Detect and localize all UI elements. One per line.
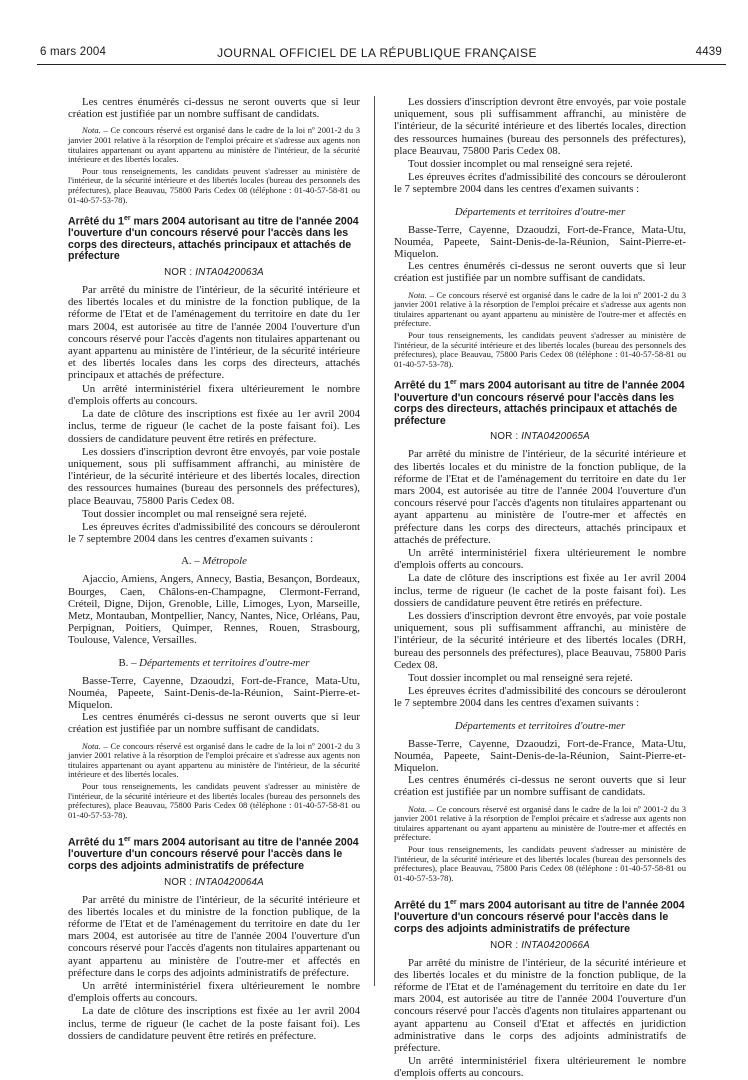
title-sup: er (449, 899, 457, 907)
nota-paragraph (68, 742, 360, 780)
paragraph: Les épreuves écrites d'admissibilité des concours se dérouleront le 7 septembre 2004 dans les centres d'examen suivants : (394, 685, 686, 710)
nota-text: Ce concours réservé est organisé dans le cadre de la loi nº 2001-2 du 3 janvier 2001 relative à la résorption de l'emploi précaire et s'adresse aux agents non titulaires appartenant ou ayant appartenu au ministère de l'intérieur, de la sécurité intérieure et des libertés locales. (68, 740, 360, 780)
exam-centers-list: Ajaccio, Amiens, Angers, Annecy, Bastia, Besançon, Bordeaux, Bourges, Caen, Châlons-en-Champagne, Clermont-Ferrand, Créteil, Digne, Dijon, Grenoble, Lille, Limoges, Lyon, Marseille, Metz, Montauban, Montpellier, Nancy, Nantes, Nice, Orléans, Pau, Perpignan, Poitiers, Quimper, Rennes, Rouen, Strasbourg, Toulouse, Valence, Versailles. (68, 573, 360, 647)
paragraph: Les dossiers d'inscription devront être envoyés, par voie postale uniquement, sous pli suffisamment affranchi, au ministère de l'intérieur, de la sécurité intérieure et des libertés locales, direction des ressources humaines (bureau des personnels des préfectures), place Beauvau, 75800 Paris Cedex 08. (394, 96, 686, 157)
arrete-1 (68, 213, 360, 820)
nor-reference (394, 431, 686, 442)
title-part: mars 2004 autorisant au titre de l'année 2004 l'ouverture d'un concours réservé pour l'accès dans les corps des directeurs, attachés principaux et attachés de préfecture (68, 215, 359, 263)
nota-text: Ce concours réservé est organisé dans le cadre de la loi nº 2001-2 du 3 janvier 2001 relative à la résorption de l'emploi précaire et s'adresse aux agents non titulaires appartenant ou ayant appartenu au ministère de l'outre-mer et affectés en préfecture. (394, 803, 686, 843)
paragraph: Les centres énumérés ci-dessus ne seront ouverts que si leur création est justifiée par un nombre suffisant de candidats. (394, 774, 686, 799)
nota-contact: Pour tous renseignements, les candidats peuvent s'adresser au ministère de l'intérieur, de la sécurité intérieure et des libertés locales (bureau des personnels des préfectures), place Beauvau, 75800 Paris Cedex 08 (téléphone : 01-40-57-58-81 ou 01-40-57-53-78). (394, 843, 686, 883)
paragraph: Les épreuves écrites d'admissibilité des concours se dérouleront le 7 septembre 2004 dans les centres d'examen suivants : (394, 171, 686, 196)
title-part: mars 2004 autorisant au titre de l'année 2004 l'ouverture d'un concours réservé pour l'accès dans les corps des directeurs, attachés principaux et attachés de préfecture (394, 379, 685, 427)
nota-text: Ce concours réservé est organisé dans le cadre de la loi nº 2001-2 du 3 janvier 2001 relative à la résorption de l'emploi précaire et s'adresse aux agents non titulaires appartenant ou ayant appartenu au ministère de l'intérieur, de la sécurité intérieure et des libertés locales. (68, 125, 360, 165)
nota-contact: Pour tous renseignements, les candidats peuvent s'adresser au ministère de l'intérieur, de la sécurité intérieure et des libertés locales (bureau des personnels des préfectures), place Beauvau, 75800 Paris Cedex 08 (téléphone : 01-40-57-58-81 ou 01-40-57-53-78). (68, 780, 360, 820)
nota-block (394, 805, 686, 884)
paragraph: Par arrêté du ministre de l'intérieur, de la sécurité intérieure et des libertés locales et du ministre de la fonction publique, de la réforme de l'Etat et de l'aménagement du territoire en date du 1er mars 2004, est autorisée au titre de l'année 2004 l'ouverture d'un concours réservé pour l'accès d'agents non titulaires appartenant ou ayant appartenu au ministère de l'intérieur, de la sécurité intérieure et des libertés locales dans les corps des directeurs, attachés principaux et attachés de préfecture. (68, 284, 360, 382)
paragraph: Par arrêté du ministre de l'intérieur, de la sécurité intérieure et des libertés locales et du ministre de la fonction publique, de la réforme de l'Etat et de l'aménagement du territoire en date du 1er mars 2004, est autorisée au titre de l'année 2004 l'ouverture d'un concours réservé pour l'accès d'agents non titulaires appartenant ou ayant appartenu au Conseil d'Etat et affectés en juridiction administrative dans le corps des adjoints administratifs de préfecture. (394, 956, 686, 1055)
nota-block (394, 291, 686, 370)
nota-lead: Nota. – (82, 125, 108, 136)
nor-label: NOR : (490, 939, 522, 951)
nor-reference (68, 877, 360, 888)
page-number: 4439 (695, 46, 722, 58)
paragraph: Par arrêté du ministre de l'intérieur, de la sécurité intérieure et des libertés locales et du ministre de la fonction publique, de la réforme de l'Etat et de l'aménagement du territoire en date du 1er mars 2004, est autorisée au titre de l'année 2004 l'ouverture d'un concours réservé pour l'accès d'agents non titulaires appartenant ou ayant appartenu au ministère de l'outre-mer et affectés en préfecture dans les corps des directeurs, attachés principaux et attachés de préfecture. (394, 448, 686, 546)
header-rule (37, 64, 726, 65)
paragraph: Par arrêté du ministre de l'intérieur, de la sécurité intérieure et des libertés locales et du ministre de la fonction publique, de la réforme de l'Etat et de l'aménagement du territoire en date du 1er mars 2004, est autorisée au titre de l'année 2004 l'ouverture d'un concours réservé pour l'accès d'agents non titulaires appartenant ou ayant appartenu au ministère de l'outre-mer et affectés en préfecture dans le corps des adjoints administratifs de préfecture. (68, 893, 360, 979)
title-part: mars 2004 autorisant au titre de l'année 2004 l'ouverture d'un concours réservé pour l'accès dans le corps des adjoints administratifs de préfecture (394, 899, 685, 936)
nota-block (68, 126, 360, 205)
title-sup: er (123, 836, 131, 844)
title-part: mars 2004 autorisant au titre de l'année 2004 l'ouverture d'un concours réservé pour l'accès dans le corps des adjoints administratifs de préfecture (68, 836, 359, 873)
title-part: Arrêté du 1 (68, 215, 124, 228)
paragraph: La date de clôture des inscriptions est fixée au 1er avril 2004 inclus, terme de rigueur (le cachet de la poste faisant foi). Les dossiers de candidature peuvent être retirés en préfecture. (394, 572, 686, 609)
page-header (28, 10, 726, 60)
nota-block (68, 742, 360, 821)
nor-code: INTA0420065A (521, 431, 590, 443)
section-heading (394, 720, 686, 732)
header-date: 6 mars 2004 (40, 46, 107, 58)
right-column (394, 96, 687, 1080)
nor-code: INTA0420063A (195, 267, 264, 279)
arrete-2 (68, 834, 360, 1042)
section-number: A. – (181, 555, 203, 568)
paragraph: Les centres énumérés ci-dessus ne seront ouverts que si leur création est justifiée par un nombre suffisant de candidats. (68, 711, 360, 736)
arrete-title (68, 213, 360, 263)
nota-lead: Nota. – (408, 289, 434, 300)
arrete-4 (394, 897, 686, 1079)
nota-text: Ce concours réservé est organisé dans le cadre de la loi nº 2001-2 du 3 janvier 2001 relative à la résorption de l'emploi précaire et s'adresse aux agents non titulaires appartenant ou ayant appartenu au ministère de l'outre-mer et affectés en préfecture. (394, 289, 686, 329)
paragraph: Les centres énumérés ci-dessus ne seront ouverts que si leur création est justifiée par un nombre suffisant de candidats. (394, 260, 686, 285)
paragraph: Un arrêté interministériel fixera ultérieurement le nombre d'emplois offerts au concours. (68, 980, 360, 1005)
arrete-title (394, 897, 686, 935)
section-heading (394, 206, 686, 218)
title-sup: er (449, 379, 457, 387)
nor-code: INTA0420064A (195, 876, 264, 888)
paragraph: Les dossiers d'inscription devront être envoyés, par voie postale uniquement, sous pli suffisamment affranchi, au ministère de l'intérieur, de la sécurité intérieure et des libertés locales, direction des ressources humaines (bureau des personnels des préfectures), place Beauvau, 75800 Paris Cedex 08. (68, 445, 360, 507)
nota-contact: Pour tous renseignements, les candidats peuvent s'adresser au ministère de l'intérieur, de la sécurité intérieure et des libertés locales (bureau des personnels des préfectures), place Beauvau, 75800 Paris Cedex 08 (téléphone : 01-40-57-58-81 ou 01-40-57-53-78). (394, 330, 686, 369)
paragraph: Les dossiers d'inscription devront être envoyés, par voie postale uniquement, sous pli suffisamment affranchi, au ministère de l'intérieur, de la sécurité intérieure et des libertés locales (DRH, bureau des personnels des préfectures), place Beauvau, 75800 Paris Cedex 08. (394, 609, 687, 671)
section-title: Départements et territoires d'outre-mer (454, 205, 626, 218)
left-column (68, 96, 360, 1042)
exam-centers-list: Basse-Terre, Cayenne, Dzaoudzi, Fort-de-France, Mata-Utu, Nouméa, Papeete, Saint-Denis-de-la-Réunion, Saint-Pierre-et-Miquelon. (394, 223, 686, 261)
nor-label: NOR : (164, 876, 196, 888)
section-heading (68, 555, 360, 567)
nor-label: NOR : (490, 431, 522, 443)
nota-lead: Nota. – (82, 740, 108, 751)
exam-centers-list: Basse-Terre, Cayenne, Dzaoudzi, Fort-de-France, Mata-Utu, Nouméa, Papeete, Saint-Denis-de-la-Réunion, Saint-Pierre-et-Miquelon. (394, 737, 686, 774)
nota-paragraph (68, 126, 360, 164)
nor-code: INTA0420066A (521, 939, 590, 951)
title-sup: er (123, 215, 131, 223)
section-number: B. – (118, 656, 140, 669)
exam-centers-list: Basse-Terre, Cayenne, Dzaoudzi, Fort-de-France, Mata-Utu, Nouméa, Papeete, Saint-Denis-de-la-Réunion, Saint-Pierre-et-Miquelon. (68, 674, 360, 711)
title-part: Arrêté du 1 (394, 899, 450, 912)
paragraph: La date de clôture des inscriptions est fixée au 1er avril 2004 inclus, terme de rigueur (le cachet de la poste faisant foi). Les dossiers de candidature peuvent être retirés en préfecture. (68, 1005, 360, 1042)
paragraph: Un arrêté interministériel fixera ultérieurement le nombre d'emplois offerts au concours. (394, 546, 686, 572)
section-heading (68, 657, 360, 669)
paragraph: Les centres énumérés ci-dessus ne seront ouverts que si leur création est justifiée par un nombre suffisant de candidats. (68, 96, 360, 121)
nota-contact: Pour tous renseignements, les candidats peuvent s'adresser au ministère de l'intérieur, de la sécurité intérieure et des libertés locales (bureau des personnels des préfectures), place Beauvau, 75800 Paris Cedex 08 (téléphone : 01-40-57-58-81 ou 01-40-57-53-78). (68, 165, 360, 205)
nor-reference (394, 940, 686, 951)
paragraph: Tout dossier incomplet ou mal renseigné sera rejeté. (408, 671, 633, 684)
nota-paragraph (394, 291, 686, 329)
nota-lead: Nota. – (408, 803, 434, 814)
paragraph: Tout dossier incomplet ou mal renseigné sera rejeté. (408, 158, 633, 171)
section-title: Départements et territoires d'outre-mer (454, 719, 626, 732)
paragraph: Tout dossier incomplet ou mal renseigné sera rejeté. (82, 507, 307, 520)
paragraph: La date de clôture des inscriptions est fixée au 1er avril 2004 inclus, terme de rigueur (le cachet de la poste faisant foi). Les dossiers de candidature peuvent être retirés en préfecture. (68, 408, 360, 445)
section-title: Métropole (202, 555, 247, 568)
arrete-title (68, 834, 360, 872)
page-body (68, 96, 687, 1080)
arrete-title (394, 377, 686, 427)
title-part: Arrêté du 1 (394, 379, 450, 392)
journal-title: JOURNAL OFFICIEL DE LA RÉPUBLIQUE FRANÇAISE (217, 46, 537, 60)
section-title: Départements et territoires d'outre-mer (139, 656, 310, 669)
nor-reference (68, 267, 360, 278)
nota-paragraph (394, 805, 686, 843)
arrete-3 (394, 377, 686, 883)
paragraph: Les épreuves écrites d'admissibilité des concours se dérouleront le 7 septembre 2004 dans les centres d'examen suivants : (68, 520, 360, 546)
paragraph: Un arrêté interministériel fixera ultérieurement le nombre d'emplois offerts au concours. (68, 382, 360, 407)
nor-label: NOR : (164, 267, 196, 279)
paragraph: Un arrêté interministériel fixera ultérieurement le nombre d'emplois offerts au concours. (394, 1055, 686, 1080)
title-part: Arrêté du 1 (68, 836, 124, 849)
